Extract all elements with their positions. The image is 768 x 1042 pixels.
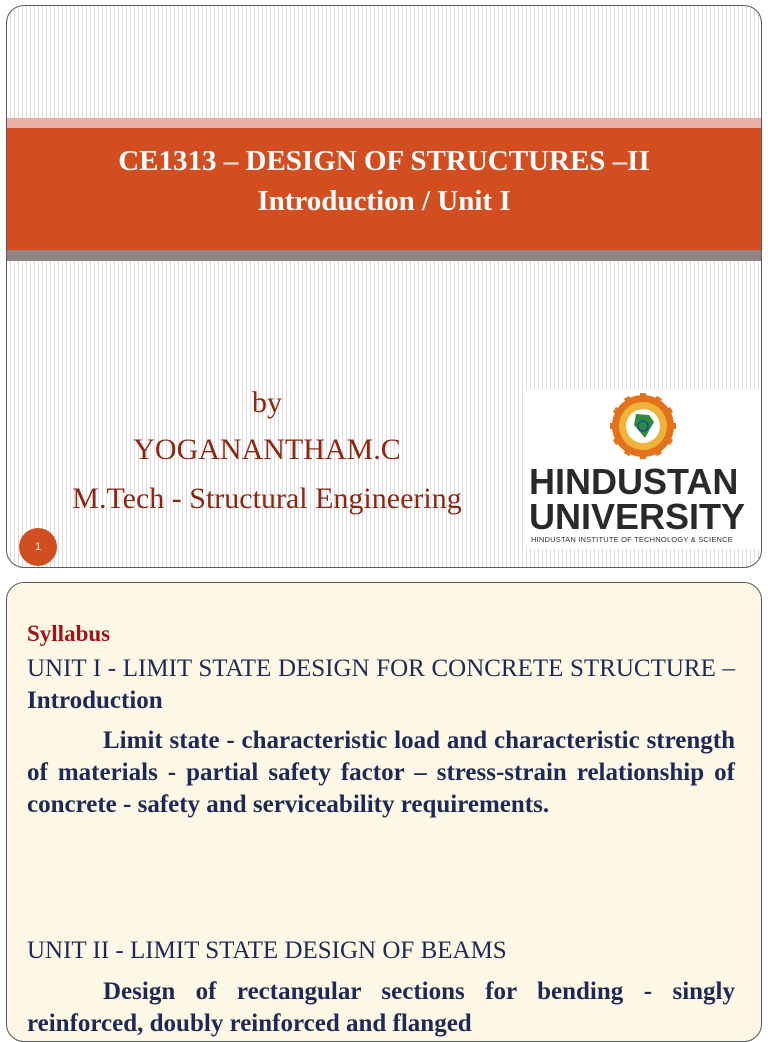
title-band — [7, 128, 761, 250]
unit1-title-tail: Introduction — [27, 687, 163, 714]
logo-subtitle: HINDUSTAN INSTITUTE OF TECHNOLOGY & SCIENCE — [531, 535, 733, 544]
course-subtitle: Introduction / Unit I — [257, 185, 511, 217]
logo-word-hindustan: HINDUSTAN — [529, 461, 739, 502]
slide-number-badge: 1 — [19, 528, 57, 566]
university-logo — [523, 389, 762, 549]
title-slide — [6, 5, 762, 568]
title-band-bottom — [7, 250, 761, 261]
title-band-top — [7, 118, 761, 128]
unit1-title — [27, 653, 735, 717]
unit2-description: Design of rectangular sections for bending - singly reinforced, doubly reinforced and flanged — [27, 978, 735, 1037]
university-emblem-icon — [610, 393, 676, 459]
syllabus-slide — [6, 582, 762, 1042]
unit2-title: UNIT II - LIMIT STATE DESIGN OF BEAMS — [27, 937, 507, 964]
unit1-title-main: UNIT I - LIMIT STATE DESIGN FOR CONCRETE STRUCTURE – — [27, 655, 735, 682]
author-name: YOGANANTHAM.C — [133, 433, 401, 466]
unit1-description: Limit state - characteristic load and characteristic strength of materials - partial safety factor – stress-strain relationship of concrete - safety and serviceability requirements. — [27, 727, 735, 818]
logo-word-university: UNIVERSITY — [529, 496, 746, 537]
author-degree: M.Tech - Structural Engineering — [72, 482, 462, 515]
course-title: CE1313 – DESIGN OF STRUCTURES –II — [118, 145, 650, 177]
by-label: by — [252, 386, 282, 419]
syllabus-heading: Syllabus — [27, 621, 111, 646]
